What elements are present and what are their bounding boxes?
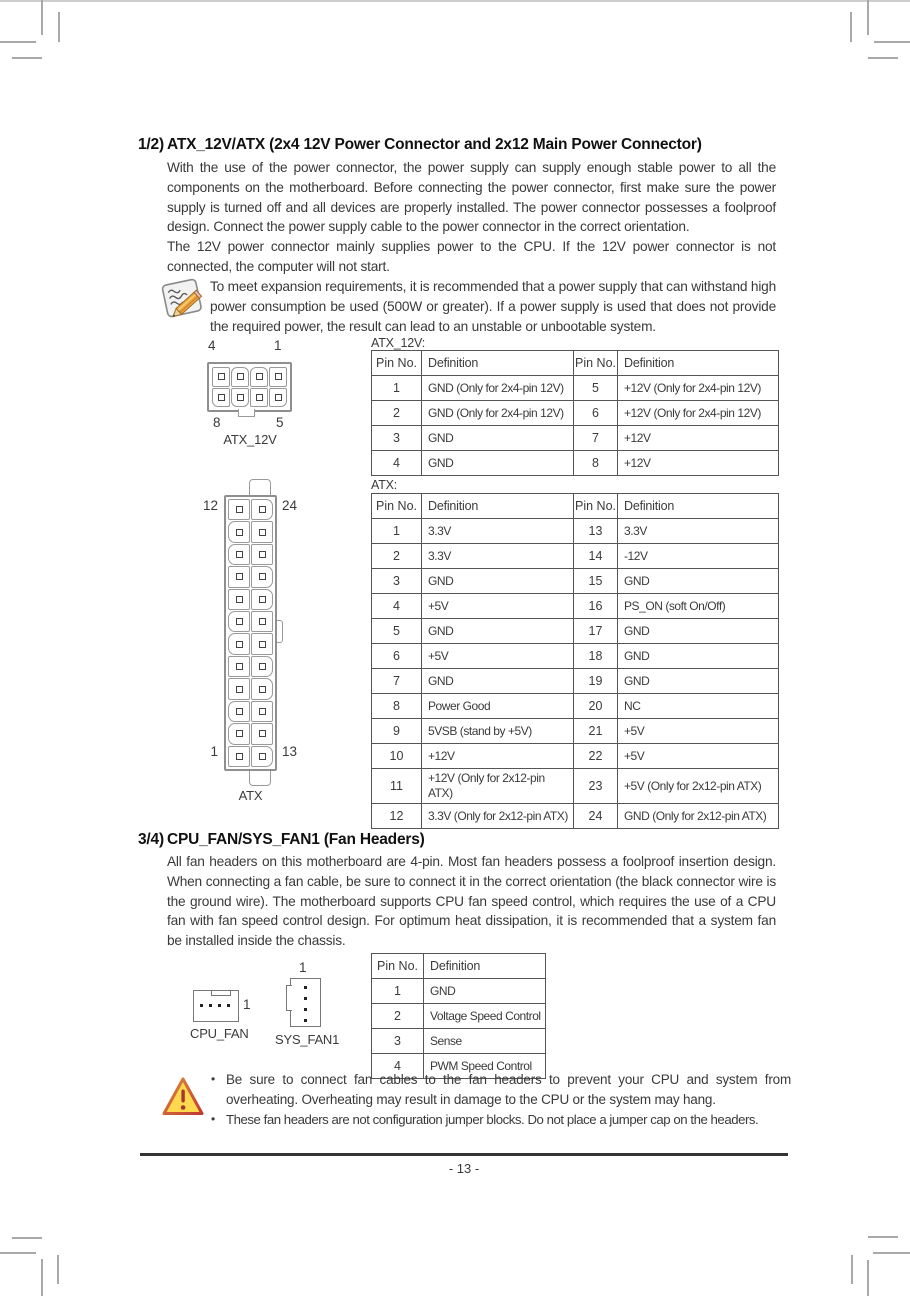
page-number: - 13 - <box>448 1161 480 1176</box>
pin-number-cell: 7 <box>372 669 422 694</box>
table-row <box>372 619 779 644</box>
connector-pin <box>228 499 250 520</box>
connector-pin <box>251 544 273 565</box>
pin-label-24: 24 <box>282 498 298 513</box>
connector-name: CPU_FAN <box>190 1026 249 1041</box>
pin-label-12: 12 <box>202 498 218 513</box>
pin-label-13: 13 <box>282 744 298 759</box>
pin-number-cell: 16 <box>574 594 618 619</box>
connector-pin <box>251 566 273 587</box>
column-header: Definition <box>618 351 779 376</box>
atx12v-pin-table <box>371 350 779 476</box>
pin-number-cell: 6 <box>574 401 618 426</box>
connector-pin <box>251 746 273 767</box>
pin-contact <box>236 618 243 625</box>
definition-cell: GND (Only for 2x12-pin ATX) <box>618 804 779 829</box>
connector-body <box>224 495 277 771</box>
connector-latch <box>238 409 255 417</box>
header-row <box>372 351 779 376</box>
pin-number-cell: 19 <box>574 669 618 694</box>
column-header: Pin No. <box>372 351 422 376</box>
table-row <box>372 979 546 1004</box>
connector-pin <box>228 611 250 632</box>
pin-number-cell: 9 <box>372 719 422 744</box>
definition-cell: GND <box>618 669 779 694</box>
connector-pin <box>269 367 287 387</box>
connector-pin <box>228 678 250 699</box>
pin-number-cell: 5 <box>372 619 422 644</box>
connector-pin <box>228 589 250 610</box>
table-row <box>372 719 779 744</box>
table-row <box>372 569 779 594</box>
pin-number-cell: 7 <box>574 426 618 451</box>
crop-mark <box>874 41 910 43</box>
definition-cell: +5V (Only for 2x12-pin ATX) <box>618 769 779 804</box>
connector-name: SYS_FAN1 <box>275 1032 340 1047</box>
pin-number-cell: 3 <box>372 426 422 451</box>
bullet-marker: • <box>211 1111 216 1126</box>
pin-contact <box>259 551 266 558</box>
crop-mark <box>0 1252 36 1254</box>
section-heading-fan <box>138 831 788 849</box>
definition-cell: PS_ON (soft On/Off) <box>618 594 779 619</box>
pin-contact <box>236 551 243 558</box>
table-row <box>372 644 779 669</box>
column-header: Definition <box>422 351 574 376</box>
warning-exclamation <box>181 1090 184 1103</box>
table-caption-atx12v: ATX_12V: <box>371 336 425 350</box>
pin-grid <box>209 364 290 410</box>
pin-label-1: 1 <box>243 997 251 1012</box>
connector-pin <box>212 388 230 408</box>
pin-number-cell: 2 <box>372 401 422 426</box>
pin-contact <box>218 394 225 401</box>
connector-name: ATX_12V <box>223 432 277 447</box>
column-header: Pin No. <box>574 351 618 376</box>
pin-label-1: 1 <box>274 338 282 353</box>
pin-contact <box>236 730 243 737</box>
connector-body <box>193 990 239 1022</box>
definition-cell: 3.3V <box>618 519 779 544</box>
pin-dot <box>304 986 307 989</box>
pin-number-cell: 4 <box>372 451 422 476</box>
pin-number-cell: 12 <box>372 804 422 829</box>
table-row <box>372 694 779 719</box>
paragraph: The 12V power connector mainly supplies power to the CPU. If the 12V power connector is not connected, the computer will not start. <box>167 239 776 274</box>
note-icon <box>159 277 207 321</box>
connector-pin <box>231 367 249 387</box>
bullet-marker: • <box>211 1072 216 1086</box>
pin-number-cell: 4 <box>372 594 422 619</box>
column-header: Definition <box>422 494 574 519</box>
pin-number-cell: 1 <box>372 376 422 401</box>
pin-contact <box>236 573 243 580</box>
connector-pin <box>228 521 250 542</box>
pin-number-cell: 13 <box>574 519 618 544</box>
table-row <box>372 744 779 769</box>
pin-label-4: 4 <box>208 338 216 353</box>
pin-number-cell: 18 <box>574 644 618 669</box>
section-number: 3/4) <box>138 831 164 848</box>
pin-number-cell: 22 <box>574 744 618 769</box>
pin-contact <box>259 753 266 760</box>
definition-cell: Power Good <box>422 694 574 719</box>
connector-body <box>290 978 321 1027</box>
definition-cell: GND <box>422 619 574 644</box>
connector-pin <box>228 723 250 744</box>
pin-grid <box>226 497 275 769</box>
connector-name: ATX <box>238 788 263 803</box>
pin-number-cell: 5 <box>574 376 618 401</box>
pin-contact <box>218 373 225 380</box>
definition-cell: GND <box>618 644 779 669</box>
connector-pin <box>228 566 250 587</box>
pin-contact <box>256 394 263 401</box>
column-header: Pin No. <box>372 494 422 519</box>
connector-pin <box>251 521 273 542</box>
table-row <box>372 1029 546 1054</box>
connector-pin <box>250 388 268 408</box>
connector-pin <box>212 367 230 387</box>
table-row <box>372 376 779 401</box>
definition-cell: GND (Only for 2x4-pin 12V) <box>422 401 574 426</box>
pin-number-cell: 10 <box>372 744 422 769</box>
bullet-text: Be sure to connect fan cables to the fan headers to prevent your CPU and system from overheating. Overheating may result in damage to the CPU or the system may hang. <box>226 1072 791 1107</box>
crop-mark <box>12 57 42 59</box>
pin-dot <box>200 1004 203 1007</box>
pin-contact <box>236 708 243 715</box>
section-title: CPU_FAN/SYS_FAN1 (Fan Headers) <box>167 831 425 848</box>
definition-cell: +5V <box>618 719 779 744</box>
connector-pin <box>251 701 273 722</box>
column-header: Definition <box>424 954 546 979</box>
pin-label-1: 1 <box>210 744 218 759</box>
pin-contact <box>259 663 266 670</box>
definition-cell: +12V (Only for 2x4-pin 12V) <box>618 401 779 426</box>
atx-pin-table <box>371 493 779 829</box>
sys-fan-diagram <box>275 960 344 1050</box>
pin-contact <box>237 373 244 380</box>
table-row <box>372 1004 546 1029</box>
pin-contact <box>236 663 243 670</box>
pin-dot <box>218 1004 221 1007</box>
pin-number-cell: 4 <box>372 1054 424 1079</box>
pin-dot <box>304 1019 307 1022</box>
connector-pin <box>228 701 250 722</box>
definition-cell: GND <box>618 619 779 644</box>
warning-bullets <box>211 1070 791 1129</box>
connector-pin <box>251 611 273 632</box>
definition-cell: Voltage Speed Control <box>424 1004 546 1029</box>
header-row <box>372 494 779 519</box>
definition-cell: +5V <box>422 644 574 669</box>
definition-cell: GND <box>422 669 574 694</box>
pin-contact <box>236 641 243 648</box>
definition-cell: GND (Only for 2x4-pin 12V) <box>422 376 574 401</box>
crop-mark <box>873 1252 910 1254</box>
pin-number-cell: 21 <box>574 719 618 744</box>
connector-pin <box>269 388 287 408</box>
connector-pin <box>228 633 250 654</box>
table-row <box>372 451 779 476</box>
cpu-fan-diagram <box>190 985 260 1043</box>
definition-cell: GND <box>618 569 779 594</box>
atx12v-connector-diagram <box>200 338 310 450</box>
definition-cell: GND <box>422 451 574 476</box>
pin-number-cell: 20 <box>574 694 618 719</box>
connector-pin <box>251 589 273 610</box>
connector-notch <box>211 991 231 996</box>
warning-bullet <box>211 1070 791 1110</box>
table-row <box>372 669 779 694</box>
pin-number-cell: 11 <box>372 769 422 804</box>
pin-contact <box>236 596 243 603</box>
definition-cell: +12V (Only for 2x4-pin 12V) <box>618 376 779 401</box>
crop-mark <box>0 41 36 43</box>
connector-pin <box>250 367 268 387</box>
pin-number-cell: 3 <box>372 569 422 594</box>
pin-dots <box>304 986 307 1022</box>
column-header: Definition <box>618 494 779 519</box>
crop-mark <box>12 1237 42 1239</box>
bullet-text: These fan headers are not configuration jumper blocks. Do not place a jumper cap on the headers. <box>226 1111 759 1127</box>
crop-mark <box>868 1236 898 1238</box>
pin-contact <box>259 730 266 737</box>
crop-mark <box>41 0 43 35</box>
connector-pin <box>251 499 273 520</box>
connector-pin <box>228 656 250 677</box>
pin-number-cell: 3 <box>372 1029 424 1054</box>
table-row <box>372 769 779 804</box>
definition-cell: 3.3V <box>422 519 574 544</box>
paragraph: All fan headers on this motherboard are 4-pin. Most fan headers possess a foolproof insertion design. When connecting a fan cable, be sure to connect it in the correct orientation (the black connector wire is the ground wire). The motherboard supports CPU fan speed control, which requires the use of a CPU fan with fan speed control design. For optimum heat dissipation, it is recommended that a system fan be installed inside the chassis. <box>167 854 776 949</box>
definition-cell: +5V <box>422 594 574 619</box>
pin-contact <box>259 708 266 715</box>
definition-cell: NC <box>618 694 779 719</box>
definition-cell: 5VSB (stand by +5V) <box>422 719 574 744</box>
section-heading-atx <box>138 136 788 154</box>
pin-number-cell: 23 <box>574 769 618 804</box>
connector-pin <box>231 388 249 408</box>
definition-cell: +12V <box>618 426 779 451</box>
definition-cell: +12V (Only for 2x12-pin ATX) <box>422 769 574 804</box>
definition-cell: +5V <box>618 744 779 769</box>
table-caption-atx: ATX: <box>371 478 398 492</box>
pin-contact <box>259 596 266 603</box>
pin-contact <box>236 506 243 513</box>
table-row <box>372 804 779 829</box>
pin-dot <box>304 1008 307 1011</box>
connector-notch <box>286 985 292 1011</box>
warning-icon <box>161 1076 205 1118</box>
pin-dot <box>209 1004 212 1007</box>
column-header: Pin No. <box>574 494 618 519</box>
table-row <box>372 544 779 569</box>
definition-cell: GND <box>422 426 574 451</box>
definition-cell: PWM Speed Control <box>424 1054 546 1079</box>
definition-cell: 3.3V <box>422 544 574 569</box>
pin-dots <box>200 1004 230 1007</box>
pin-contact <box>275 373 282 380</box>
pin-label-1: 1 <box>299 960 307 975</box>
pin-number-cell: 8 <box>372 694 422 719</box>
definition-cell: 3.3V (Only for 2x12-pin ATX) <box>422 804 574 829</box>
pin-contact <box>259 506 266 513</box>
pin-contact <box>275 394 282 401</box>
crop-mark <box>867 1260 869 1296</box>
pin-contact <box>259 618 266 625</box>
pin-contact <box>236 529 243 536</box>
pin-number-cell: 6 <box>372 644 422 669</box>
column-header: Pin No. <box>372 954 424 979</box>
note-text: To meet expansion requirements, it is recommended that a power supply that can withstand high power consumption be used (500W or greater). If a power supply is used that does not provide the required power, the result can lead to an unstable or unbootable system. <box>210 279 776 334</box>
pin-contact <box>259 641 266 648</box>
connector-pin <box>251 678 273 699</box>
connector-pin <box>251 723 273 744</box>
crop-mark <box>58 12 60 42</box>
pin-contact <box>259 529 266 536</box>
definition-cell: Sense <box>424 1029 546 1054</box>
pin-contact <box>237 394 244 401</box>
pin-contact <box>236 753 243 760</box>
pin-label-5: 5 <box>276 415 284 430</box>
pin-number-cell: 24 <box>574 804 618 829</box>
pin-number-cell: 14 <box>574 544 618 569</box>
section-number: 1/2) <box>138 136 164 153</box>
pin-number-cell: 1 <box>372 979 424 1004</box>
crop-mark <box>41 1259 43 1296</box>
pin-contact <box>259 686 266 693</box>
definition-cell: +12V <box>618 451 779 476</box>
footer-rule <box>140 1153 788 1156</box>
section-title: ATX_12V/ATX (2x4 12V Power Connector and 2x12 Main Power Connector) <box>167 136 702 153</box>
pin-number-cell: 15 <box>574 569 618 594</box>
connector-pin <box>251 633 273 654</box>
definition-cell: GND <box>422 569 574 594</box>
pin-number-cell: 8 <box>574 451 618 476</box>
pin-label-8: 8 <box>213 415 221 430</box>
fan-pin-table <box>371 953 546 1079</box>
pin-contact <box>259 573 266 580</box>
connector-pin <box>228 746 250 767</box>
crop-mark <box>57 1255 59 1284</box>
pin-number-cell: 2 <box>372 1004 424 1029</box>
crop-mark <box>851 1255 853 1284</box>
table-row <box>372 594 779 619</box>
crop-mark <box>868 57 898 59</box>
paragraph: With the use of the power connector, the power supply can supply enough stable power to all the components on the motherboard. Before connecting the power connector, first make sure the power supply is turned off and all devices are properly installed. The power connector possesses a foolproof design. Connect the power supply cable to the power connector in the correct orientation. <box>167 160 776 235</box>
crop-mark <box>850 12 852 42</box>
pin-number-cell: 2 <box>372 544 422 569</box>
definition-cell: +12V <box>422 744 574 769</box>
pin-contact <box>256 373 263 380</box>
connector-pin <box>228 544 250 565</box>
table-row <box>372 401 779 426</box>
atx-connector-diagram <box>200 478 310 803</box>
table-row <box>372 426 779 451</box>
pin-dot <box>304 997 307 1000</box>
pin-number-cell: 17 <box>574 619 618 644</box>
definition-cell: -12V <box>618 544 779 569</box>
connector-pin <box>251 656 273 677</box>
pin-number-cell: 1 <box>372 519 422 544</box>
pin-contact <box>236 686 243 693</box>
page-edge-line <box>0 0 910 2</box>
crop-mark <box>867 0 869 35</box>
connector-body <box>207 362 292 412</box>
table-row <box>372 519 779 544</box>
header-row <box>372 954 546 979</box>
warning-bullet <box>211 1110 791 1130</box>
pin-dot <box>227 1004 230 1007</box>
definition-cell: GND <box>424 979 546 1004</box>
